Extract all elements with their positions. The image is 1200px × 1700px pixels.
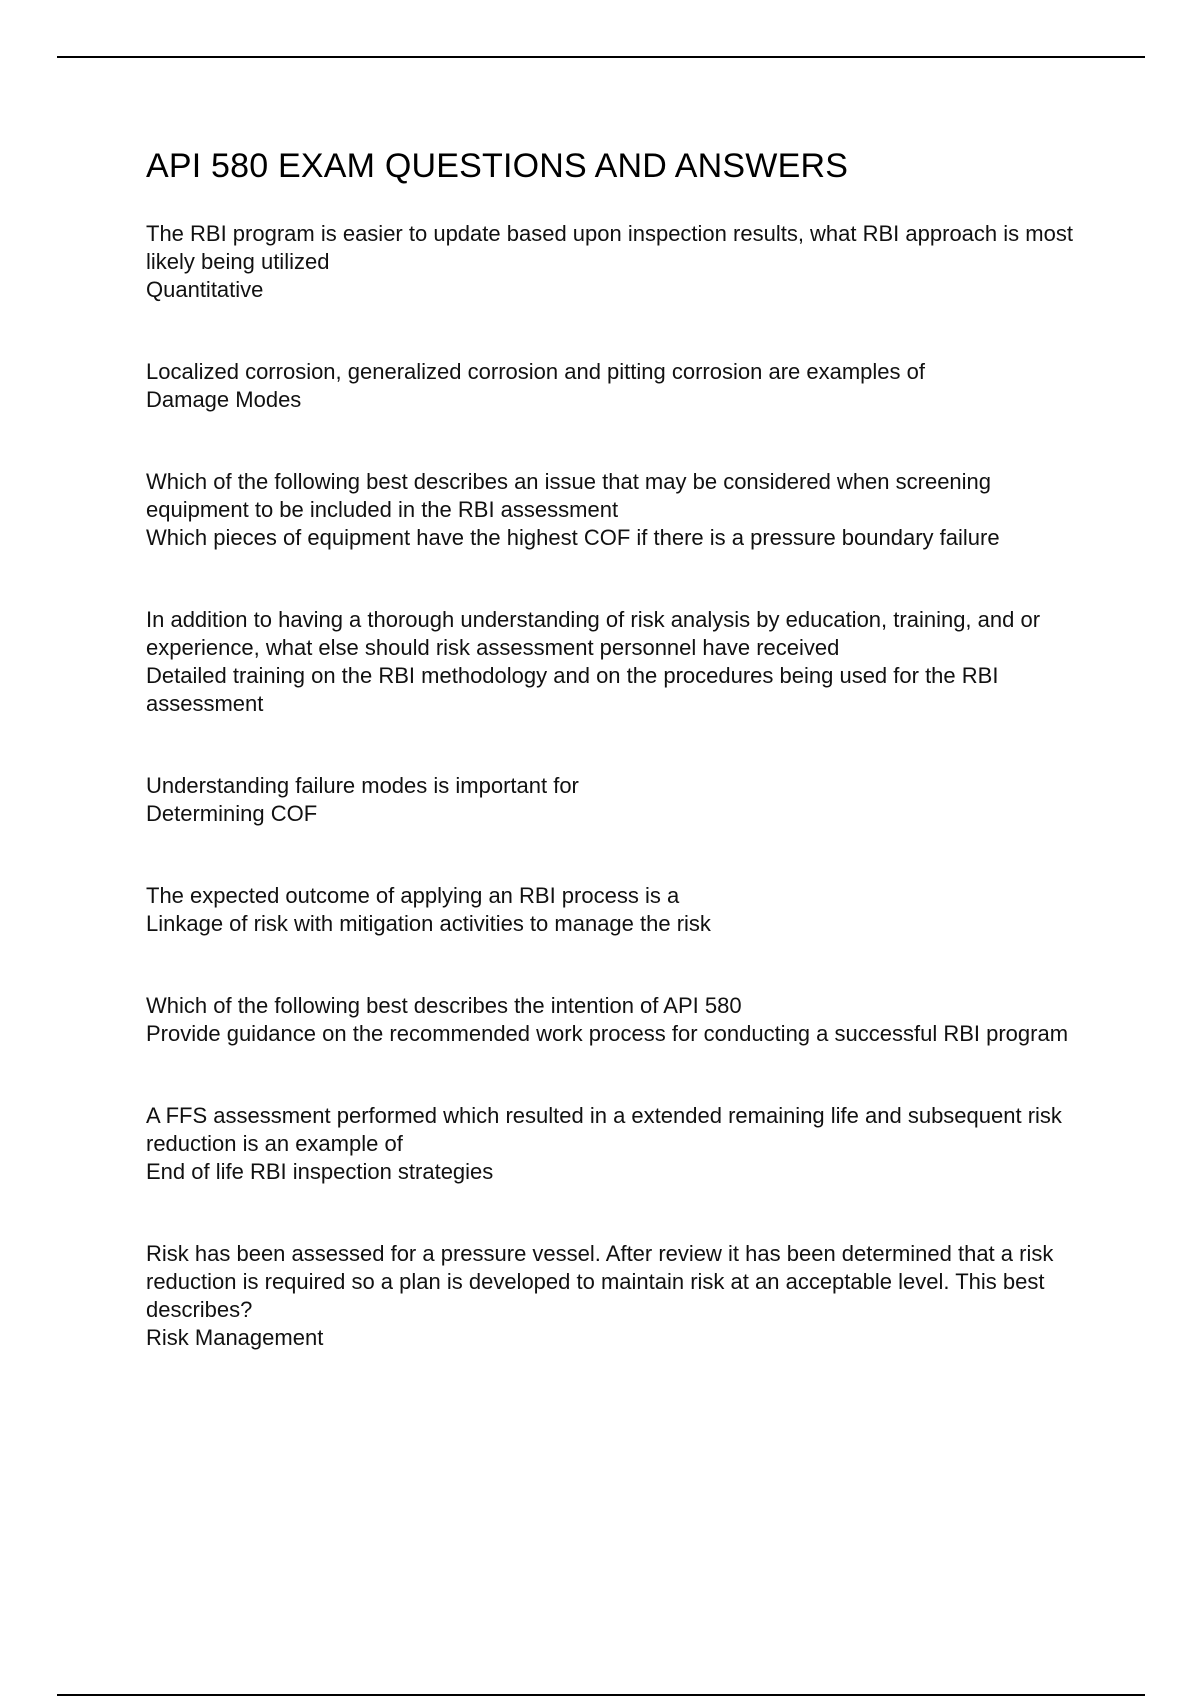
document-title: API 580 EXAM QUESTIONS AND ANSWERS bbox=[146, 147, 849, 185]
answer-text: Damage Modes bbox=[146, 387, 302, 412]
question-text: A FFS assessment performed which resulted in a extended remaining life and subsequent risk reduction is an example of bbox=[146, 1103, 1062, 1156]
answer-text: Detailed training on the RBI methodology and on the procedures being used for the RBI assessment bbox=[146, 663, 999, 716]
answer-text: End of life RBI inspection strategies bbox=[146, 1159, 494, 1184]
answer-text: Which pieces of equipment have the highest COF if there is a pressure boundary failure bbox=[146, 525, 1000, 550]
qa-item bbox=[146, 220, 1096, 304]
answer-text: Risk Management bbox=[146, 1325, 324, 1350]
qa-item bbox=[146, 606, 1096, 718]
answer-text: Determining COF bbox=[146, 801, 318, 826]
question-text: In addition to having a thorough understanding of risk analysis by education, training, and or experience, what else should risk assessment personnel have received bbox=[146, 607, 1041, 660]
question-text: Risk has been assessed for a pressure vessel. After review it has been determined that a risk reduction is required so a plan is developed to maintain risk at an acceptable level. This best describes? bbox=[146, 1241, 1054, 1322]
question-text: Localized corrosion, generalized corrosion and pitting corrosion are examples of bbox=[146, 359, 925, 384]
qa-item bbox=[146, 1240, 1096, 1352]
top-divider bbox=[57, 56, 1145, 58]
answer-text: Provide guidance on the recommended work process for conducting a successful RBI program bbox=[146, 1021, 1069, 1046]
qa-item bbox=[146, 358, 1096, 414]
qa-item bbox=[146, 772, 1096, 828]
answer-text: Quantitative bbox=[146, 277, 264, 302]
qa-item bbox=[146, 468, 1096, 552]
qa-item bbox=[146, 1102, 1096, 1186]
question-text: Which of the following best describes the intention of API 580 bbox=[146, 993, 742, 1018]
question-text: The expected outcome of applying an RBI process is a bbox=[146, 883, 680, 908]
question-text: The RBI program is easier to update based upon inspection results, what RBI approach is most likely being utilized bbox=[146, 221, 1073, 274]
answer-text: Linkage of risk with mitigation activities to manage the risk bbox=[146, 911, 711, 936]
question-text: Understanding failure modes is important for bbox=[146, 773, 579, 798]
document-body bbox=[146, 140, 1096, 1406]
bottom-divider bbox=[57, 1694, 1145, 1696]
qa-item bbox=[146, 992, 1096, 1048]
qa-item bbox=[146, 882, 1096, 938]
question-text: Which of the following best describes an issue that may be considered when screening equipment to be included in the RBI assessment bbox=[146, 469, 992, 522]
